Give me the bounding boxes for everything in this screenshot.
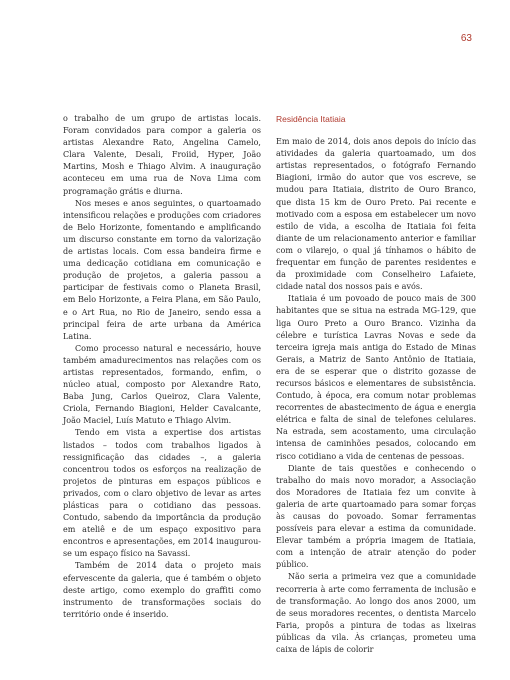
- paragraph: Tendo em vista a expertise dos artistas listados – todos com trabalhos ligados à ressignificação das cidades –, a galeria concentrou todos os esforços na realização de projetos de pinturas em espaços públicos e privados, com o claro objetivo de levar as artes plásticas para o cotidiano das pessoas. Contudo, sabendo da importância da produção em ateliê e de um espaço expositivo para encontros e apresentações, em 2014 inaugurou-se um espaço físico na Savassi.: [63, 428, 261, 559]
- left-column: [63, 113, 261, 621]
- page-number: 63: [460, 33, 472, 44]
- paragraph: Como processo natural e necessário, houve também amadurecimentos nas relações com os artistas representados, formando, enfim, o núcleo atual, composto por Alexandre Rato, Baba Jung, Carlos Queiroz, Clara Valente, Criola, Fernando Biagioni, Helder Cavalcante, João Maciel, Luís Matuto e Thiago Alvim.: [63, 343, 261, 426]
- section-heading: Residência Itatiaia: [276, 114, 346, 124]
- paragraph: Também de 2014 data o projeto mais efervescente da galeria, que é também o objeto deste artigo, como exemplo do graffiti como instrumento de transformações sociais do território onde é inserido.: [63, 561, 261, 619]
- paragraph: Em maio de 2014, dois anos depois do início das atividades da galeria quartoamado, um dos artistas representados, o fotógrafo Fernando Biagioni, irmão do autor que vos escreve, se mudou para Itatiaia, distrito de Ouro Branco, que dista 15 km de Ouro Preto. Pai recente e motivado com a esposa em estabelecer um novo estilo de vida, a escolha de Itatiaia foi feita diante de um relacionamento anterior e familiar com o vilarejo, o qual já tínhamos o hábito de frequentar em função de parentes residentes e da proximidade com Conselheiro Lafaiete, cidade natal dos nossos pais e avós.: [276, 137, 476, 292]
- right-column: [276, 113, 476, 656]
- paragraph: o trabalho de um grupo de artistas locais. Foram convidados para compor a galeria os artistas Alexandre Rato, Angelina Camelo, Clara Valente, Desali, Froiid, Hyper, João Martins, Mosh e Thiago Alvim. A inauguração aconteceu em uma rua de Nova Lima com programação grátis e diurna.: [63, 114, 261, 196]
- paragraph: Itatiaia é um povoado de pouco mais de 300 habitantes que se situa na estrada MG-129, que liga Ouro Preto a Ouro Branco. Vizinha da célebre e turística Lavras Novas e sede da terceira igreja mais antiga do Estado de Minas Gerais, a Matriz de Santo Antônio de Itatiaia, era de se esperar que o distrito gozasse de recursos básicos e elementares de subsistência. Contudo, à época, era comum notar problemas recorrentes de abastecimento de água e energia elétrica e falta de sinal de telefones celulares. Na estrada, sem acostamento, uma circulação intensa de caminhões pesados, colocando em risco cotidiano a vida de centenas de pessoas.: [276, 294, 476, 461]
- paragraph: Nos meses e anos seguintes, o quartoamado intensificou relações e produções com criadores de Belo Horizonte, fomentando e amplificando um discurso constante em torno da valorização de artistas locais. Com essa bandeira firme e uma dedicação cotidiana em comunicação e produção de projetos, a galeria passou a participar de festivais como o Planeta Brasil, em Belo Horizonte, a Feira Plana, em São Paulo, e o Art Rua, no Rio de Janeiro, sendo essa a principal feira de arte urbana da América Latina.: [63, 198, 261, 341]
- paragraph: Não seria a primeira vez que a comunidade recorreria à arte como ferramenta de inclusão e de transformação. Ao longo dos anos 2000, um de seus moradores recentes, o dentista Marcelo Faria, propôs a pintura de todas as lixeiras públicas da vila. Às crianças, prometeu uma caixa de lápis de colorir: [276, 572, 476, 655]
- paragraph: Diante de tais questões e conhecendo o trabalho do mais novo morador, a Associação dos Moradores de Itatiaia fez um convite à galeria de arte quartoamado para somar forças às causas do povoado. Somar ferramentas possíveis para elevar a estima da comunidade. Elevar também a própria imagem de Itatiaia, com a intenção de atrair atenção do poder público.: [276, 463, 476, 570]
